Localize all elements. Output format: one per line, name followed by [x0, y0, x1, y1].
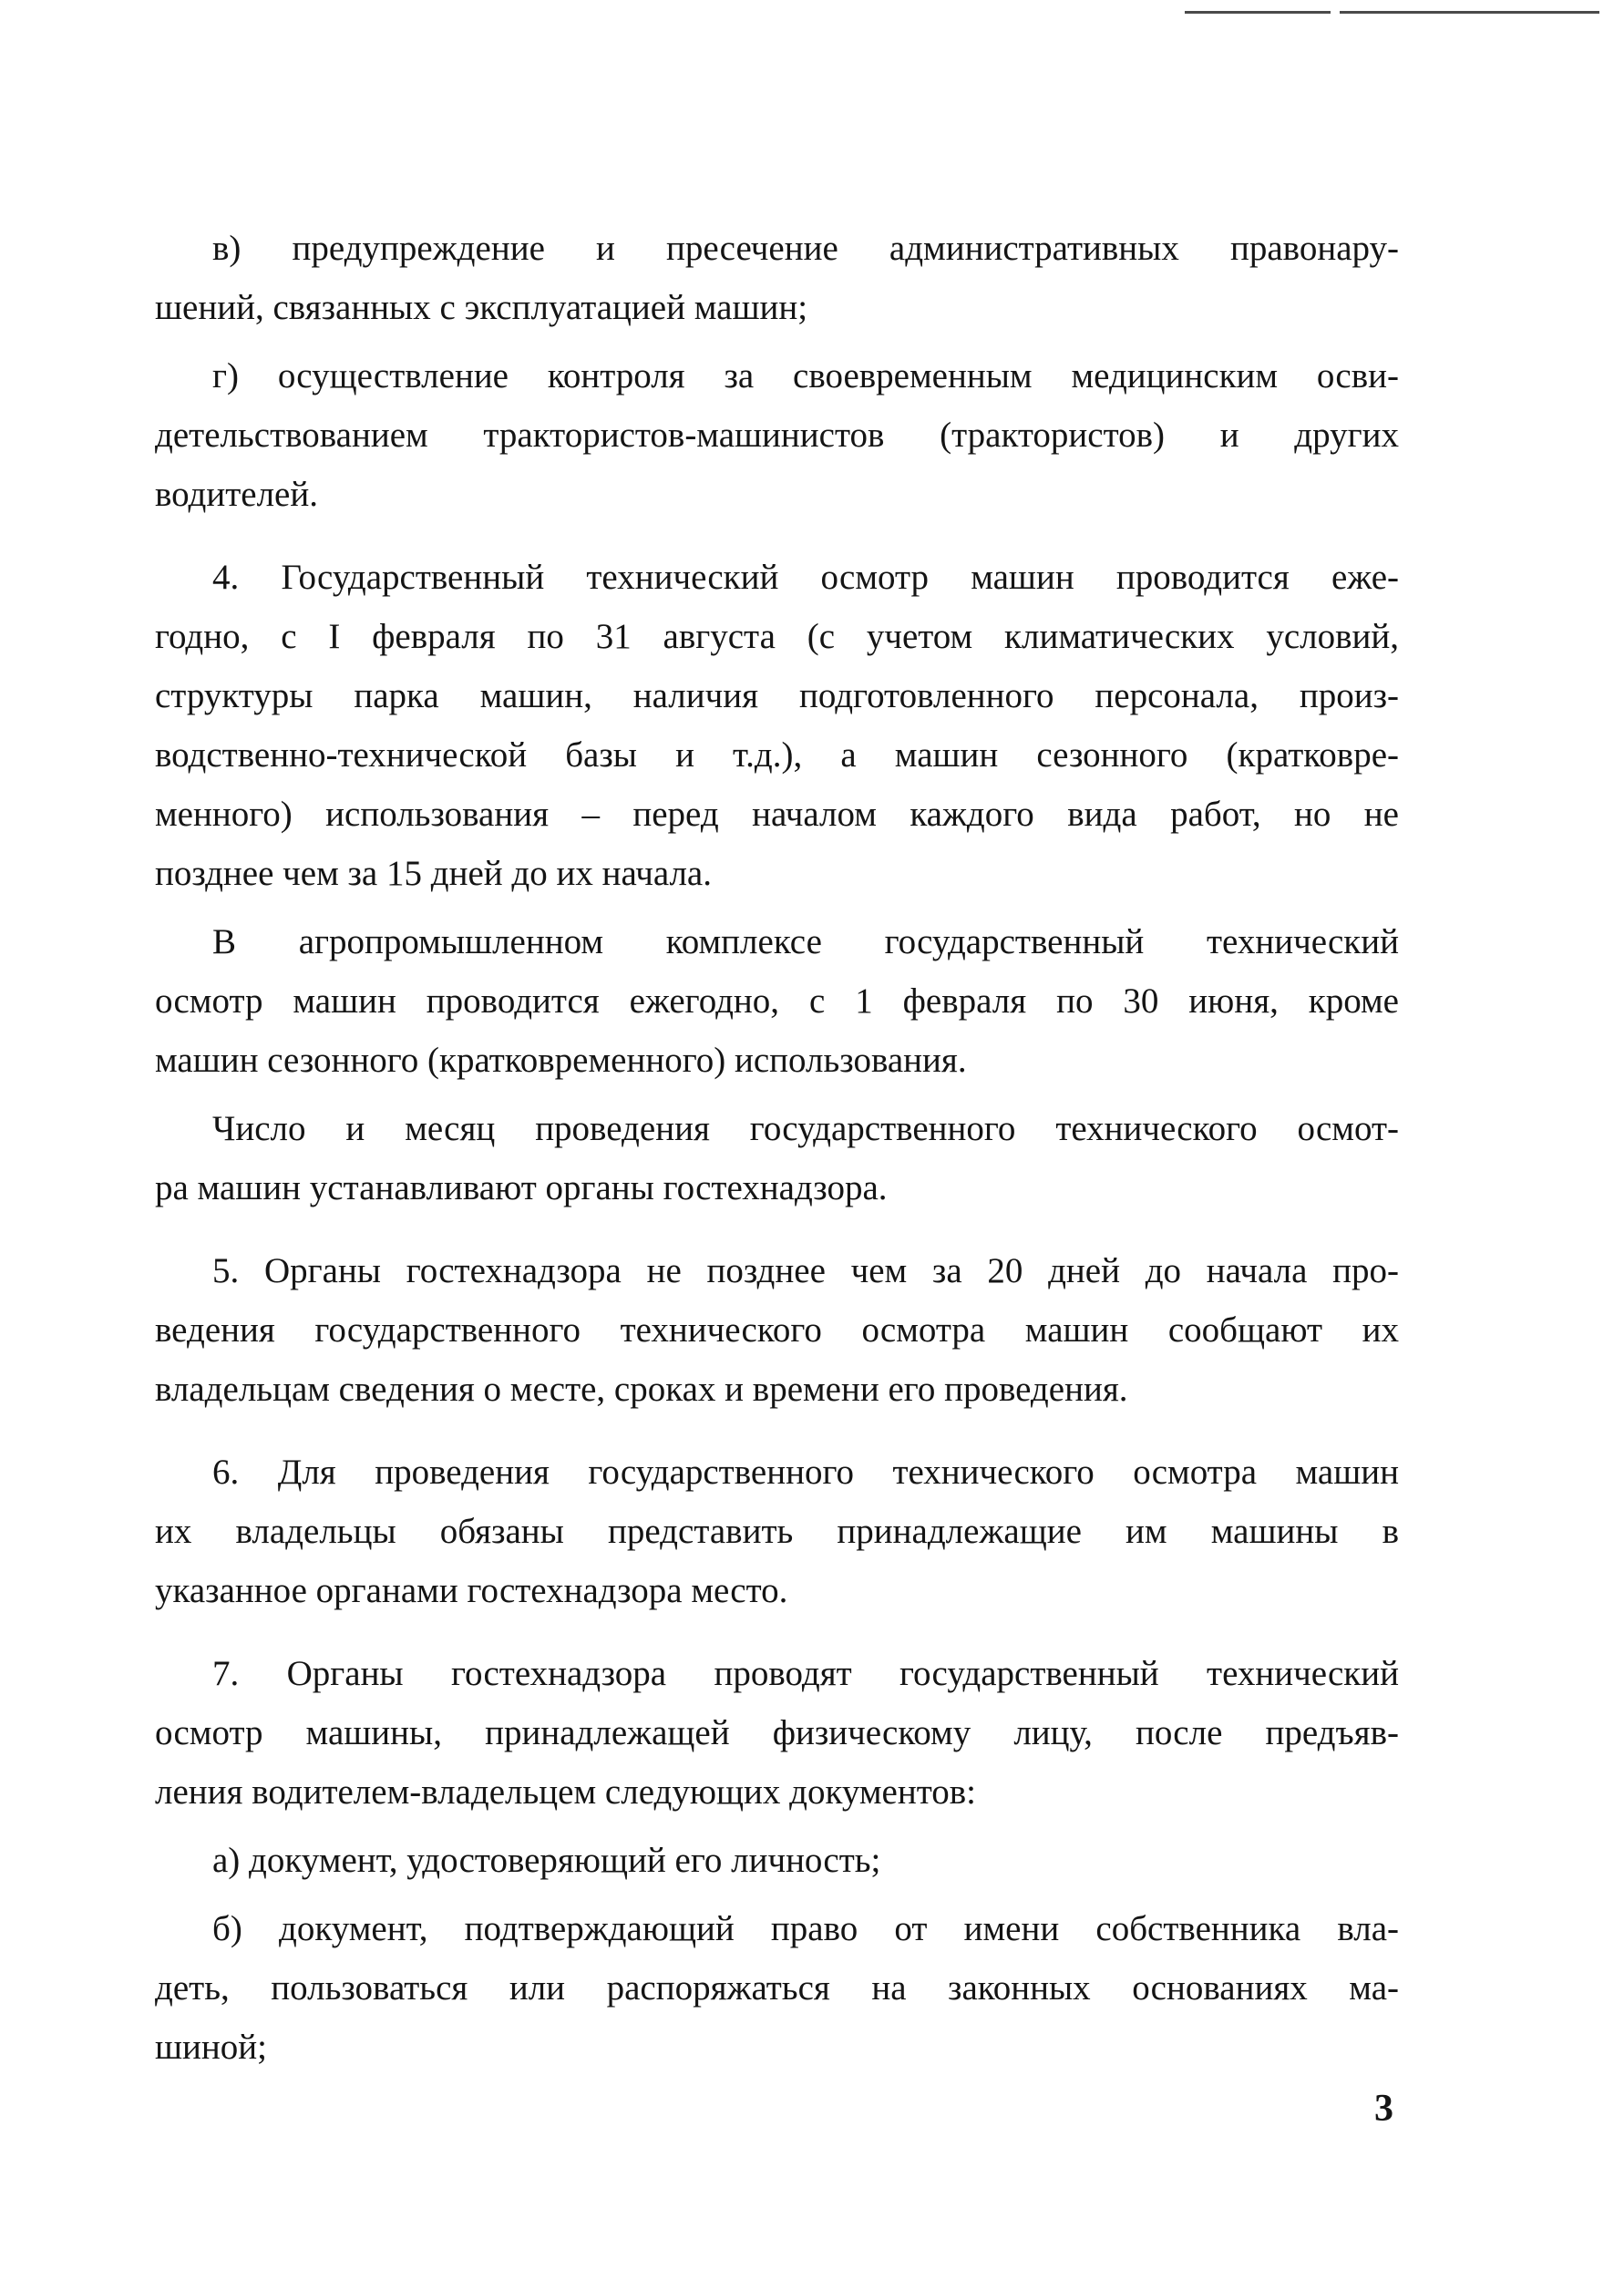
- text-line: б) документ, подтверждающий право от имени собственника вла-: [212, 1909, 1399, 1948]
- header-rule-right: [1340, 11, 1599, 14]
- text-line: Число и месяц проведения государственного технического осмот-: [212, 1109, 1399, 1148]
- paragraph-section-7: [155, 1644, 1399, 1822]
- paragraph-item-b: [155, 1899, 1399, 2077]
- header-rule-left: [1185, 11, 1331, 14]
- text-line: 4. Государственный технический осмотр машин проводится еже-: [212, 558, 1399, 597]
- text-line: владельцам сведения о месте, сроках и времени его проведения.: [155, 1370, 1128, 1409]
- text-line: указанное органами гостехнадзора место.: [155, 1571, 788, 1610]
- text-line: осмотр машин проводится ежегодно, с 1 февраля по 30 июня, кроме: [155, 981, 1399, 1021]
- text-line: шиной;: [155, 2028, 267, 2067]
- text-line: г) осуществление контроля за своевременным медицинским осви-: [212, 356, 1399, 395]
- text-line: в) предупреждение и пресечение административных правонару-: [212, 229, 1399, 268]
- paragraph-section-6: [155, 1443, 1399, 1620]
- paragraph-item-v: [155, 219, 1399, 337]
- text-line: 5. Органы гостехнадзора не позднее чем за 20 дней до начала про-: [212, 1251, 1399, 1290]
- paragraph-item-a: [155, 1831, 1399, 1890]
- text-line: деть, пользоваться или распоряжаться на законных основаниях ма-: [155, 1968, 1399, 2008]
- text-line: машин сезонного (кратковременного) использования.: [155, 1041, 967, 1080]
- paragraph-agro-complex: [155, 912, 1399, 1090]
- document-body: [155, 219, 1399, 2086]
- paragraph-section-5: [155, 1241, 1399, 1419]
- page-number: 3: [1374, 2088, 1393, 2130]
- text-line: В агропромышленном комплексе государственный технический: [212, 922, 1399, 961]
- text-line: менного) использования – перед началом каждого вида работ, но не: [155, 795, 1399, 834]
- text-line: 7. Органы гостехнадзора проводят государственный технический: [212, 1654, 1399, 1693]
- text-line: детельствованием трактористов-машинистов (трактористов) и других: [155, 416, 1399, 455]
- text-line: ления водителем-владельцем следующих документов:: [155, 1772, 976, 1812]
- text-line: ра машин устанавливают органы гостехнадзора.: [155, 1168, 888, 1207]
- text-line: ведения государственного технического осмотра машин сообщают их: [155, 1310, 1399, 1350]
- text-line: структуры парка машин, наличия подготовленного персонала, произ-: [155, 676, 1399, 715]
- text-line: их владельцы обязаны представить принадлежащие им машины в: [155, 1512, 1399, 1551]
- text-line: водителей.: [155, 475, 318, 514]
- text-line: шений, связанных с эксплуатацией машин;: [155, 288, 808, 327]
- text-line: а) документ, удостоверяющий его личность;: [212, 1841, 881, 1880]
- paragraph-section-4: [155, 548, 1399, 903]
- paragraph-inspection-date: [155, 1099, 1399, 1217]
- text-line: 6. Для проведения государственного технического осмотра машин: [212, 1453, 1399, 1492]
- text-line: водственно-технической базы и т.д.), а машин сезонного (кратковре-: [155, 735, 1399, 775]
- text-line: годно, с I февраля по 31 августа (с учетом климатических условий,: [155, 617, 1399, 656]
- text-line: осмотр машины, принадлежащей физическому лицу, после предъяв-: [155, 1713, 1399, 1752]
- text-line: позднее чем за 15 дней до их начала.: [155, 854, 712, 893]
- paragraph-item-g: [155, 346, 1399, 524]
